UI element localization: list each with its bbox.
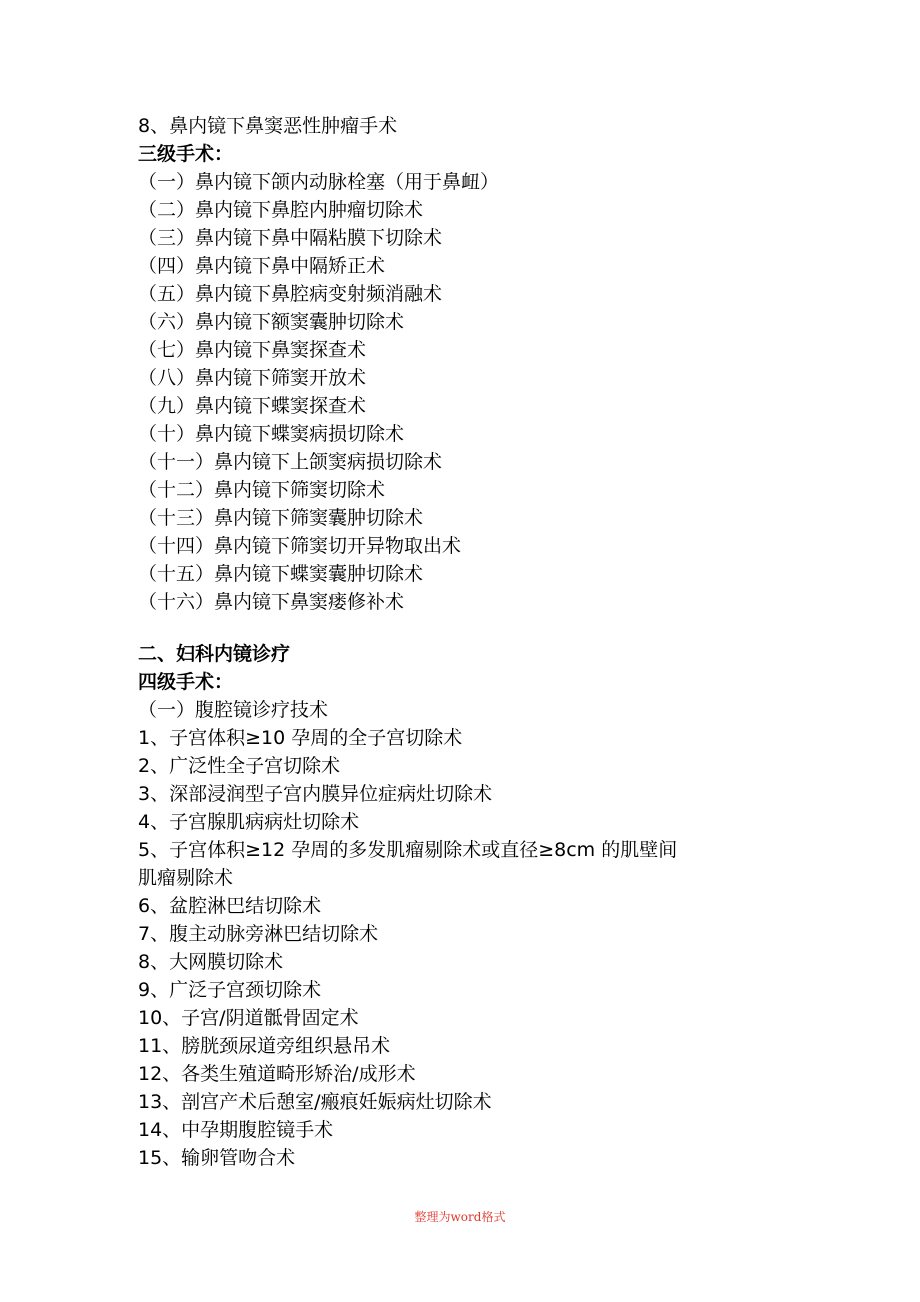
section-heading: 四级手术： bbox=[138, 671, 234, 693]
subheading: （一）腹腔镜诊疗技术 bbox=[138, 699, 329, 721]
list-item: （十三）鼻内镜下筛窦囊肿切除术 bbox=[138, 507, 424, 529]
list-item: 8、鼻内镜下鼻窦恶性肿瘤手术 bbox=[138, 115, 398, 137]
list-item: （九）鼻内镜下蝶窦探查术 bbox=[138, 395, 367, 417]
page-footer: 整理为word格式 bbox=[414, 1210, 506, 1224]
list-item: 9、广泛子宫颈切除术 bbox=[138, 979, 322, 1001]
list-item: （十二）鼻内镜下筛窦切除术 bbox=[138, 479, 386, 501]
list-item: （十六）鼻内镜下鼻窦瘘修补术 bbox=[138, 591, 405, 613]
list-item: （十一）鼻内镜下上颌窦病损切除术 bbox=[138, 451, 443, 473]
list-item: 14、中孕期腹腔镜手术 bbox=[138, 1119, 334, 1141]
list-item: 12、各类生殖道畸形矫治/成形术 bbox=[138, 1063, 416, 1085]
list-item: （六）鼻内镜下额窦囊肿切除术 bbox=[138, 311, 405, 333]
list-item: 13、剖宫产术后憩室/瘢痕妊娠病灶切除术 bbox=[138, 1091, 492, 1113]
list-item: （十五）鼻内镜下蝶窦囊肿切除术 bbox=[138, 563, 424, 585]
list-item: （二）鼻内镜下鼻腔内肿瘤切除术 bbox=[138, 199, 424, 221]
list-item: 11、膀胱颈尿道旁组织悬吊术 bbox=[138, 1035, 391, 1057]
list-item: 5、子宫体积≥12 孕周的多发肌瘤剔除术或直径≥8cm 的肌壁间 bbox=[138, 839, 678, 861]
spacer bbox=[138, 616, 778, 640]
list-item: （十）鼻内镜下蝶窦病损切除术 bbox=[138, 423, 405, 445]
list-item: （三）鼻内镜下鼻中隔粘膜下切除术 bbox=[138, 227, 443, 249]
list-item: 6、盆腔淋巴结切除术 bbox=[138, 895, 322, 917]
list-item: 10、子宫/阴道骶骨固定术 bbox=[138, 1007, 359, 1029]
list-item: （四）鼻内镜下鼻中隔矫正术 bbox=[138, 255, 386, 277]
section-heading: 三级手术： bbox=[138, 143, 234, 165]
list-item-continuation: 肌瘤剔除术 bbox=[138, 867, 234, 889]
list-item: 3、深部浸润型子宫内膜异位症病灶切除术 bbox=[138, 783, 493, 805]
list-item: （十四）鼻内镜下筛窦切开异物取出术 bbox=[138, 535, 462, 557]
list-item: 2、广泛性全子宫切除术 bbox=[138, 755, 341, 777]
list-item: （八）鼻内镜下筛窦开放术 bbox=[138, 367, 367, 389]
section-title: 二、妇科内镜诊疗 bbox=[138, 643, 291, 665]
list-item: 15、输卵管吻合术 bbox=[138, 1147, 296, 1169]
list-item: （七）鼻内镜下鼻窦探查术 bbox=[138, 339, 367, 361]
list-item: 7、腹主动脉旁淋巴结切除术 bbox=[138, 923, 379, 945]
list-item: 1、子宫体积≥10 孕周的全子宫切除术 bbox=[138, 727, 463, 749]
list-item: 8、大网膜切除术 bbox=[138, 951, 284, 973]
document-body bbox=[138, 112, 778, 1172]
list-item: （五）鼻内镜下鼻腔病变射频消融术 bbox=[138, 283, 443, 305]
list-item: 4、子宫腺肌病病灶切除术 bbox=[138, 811, 360, 833]
list-item: （一）鼻内镜下颌内动脉栓塞（用于鼻衄） bbox=[138, 171, 500, 193]
